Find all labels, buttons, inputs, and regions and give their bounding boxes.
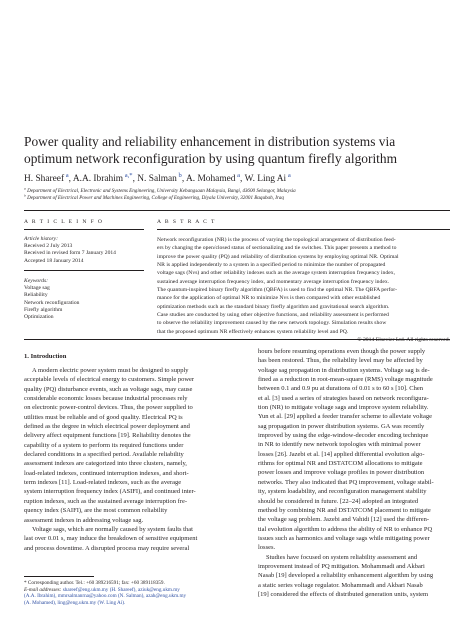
body-text-line: utilities must be reliable and of good quality. Electrical PQ is: [24, 413, 183, 421]
abstract-line: sustained average interruption frequency index, and momentary average interruption frequency index.: [157, 278, 390, 285]
title-line: optimum network reconfiguration by using quantum firefly algorithm: [24, 151, 398, 166]
abstract-line: improve the power quality (PQ) and reliability of distribution systems by employing optimal NR. Optimal: [157, 253, 399, 260]
history-received: Received 2 July 2013: [24, 243, 73, 250]
body-text-line: method by combining NR and DSTATCOM placement to mitigate: [258, 506, 431, 514]
abstract-line: to observe the reliability improvement caused by the new network topology. Simulation results show: [157, 320, 387, 327]
body-text-line: quality (PQ) disturbance events, such as voltage sags, may cause: [24, 385, 193, 393]
body-text-line: losses.: [258, 544, 276, 552]
author-list: H. Shareef $^a$, A.A. Ibrahim $^{a,*}$, N. Salman $^b$, A. Mohamed $^a$, W. Ling Ai $^a$: [24, 171, 291, 184]
body-text-line: power losses and improve voltage profiles in power distribution: [258, 469, 425, 477]
body-text-line: Voltage sags, which are normally caused by system faults that: [32, 525, 193, 533]
body-text-line: last over 0.01 s, may induce the breakdown of sensitive equipment: [24, 535, 198, 543]
right-column: [258, 347, 450, 599]
body-text-line: assessment indexes are categorized into three clusters, namely,: [24, 460, 187, 468]
keyword: Reliability: [24, 292, 48, 299]
body-text-line: term indexes [11]. Load-related indexes, such as the average: [24, 479, 182, 487]
footnote-rule: [24, 576, 94, 577]
body-text-line: and process downtime. A disrupted process may require several: [24, 544, 190, 552]
body-text-line: Studies have focused on system reliability assessment and: [266, 553, 418, 561]
abstract-line: mance for the application of optimal NR to minimize Nvs is then compared with other established: [157, 295, 381, 302]
body-text-line: in NR to identify new network topologies with minimal power: [258, 441, 421, 449]
author-affiliation-marker: a,*: [123, 171, 133, 179]
body-text-line: A modern electric power system must be designed to supply: [32, 367, 189, 374]
affiliation-text: Department of Electrical, Electronic and Systems Engineering, University Kebangsaan Malaysia, Bangi, 43600 Selangor, Malaysia: [27, 188, 296, 194]
author-affiliation-marker: a: [64, 171, 69, 179]
history-revised: Received in revised form 7 January 2014: [24, 250, 116, 257]
header-rule: [24, 210, 450, 211]
body-text-line: ity, system loadability, and reconfiguration management stability: [258, 488, 427, 496]
keyword: Firefly algorithm: [24, 306, 63, 313]
body-text-line: fined as a reduction in root-mean-square (RMS) voltage magnitude: [258, 376, 433, 384]
abstract-line: Case studies are conducted by using other objective functions, and reliability assessment is performed: [157, 312, 389, 319]
body-text-line: assessment indexes in addressing voltage sag.: [24, 516, 144, 524]
section-rule: [24, 339, 450, 340]
body-text-line: a static series voltage regulator. Mohammadi and Akbari Nasab: [258, 581, 423, 589]
abstract-line: ers by changing the open/closed status of sectionalizing and tie switches. This paper presents a method to: [157, 245, 397, 252]
body-text-line: defined as the degree in which electrical power deployment and: [24, 423, 190, 431]
footnote: [24, 580, 234, 606]
author-name: A.A. Ibrahim: [72, 174, 124, 184]
affiliation-marker: a: [24, 186, 26, 191]
keywords-label: Keywords:: [24, 278, 49, 284]
corresponding-author: * Corresponding author. Tel.: +60 389216591; fax: +60 389118359.: [24, 580, 165, 586]
copyright-notice: © 2014 Elsevier Ltd. All rights reserved.: [357, 337, 450, 344]
info-rule: [24, 229, 144, 230]
body-text-line: on electronic power-control devices. Thus, the power supplied to: [24, 404, 193, 412]
body-text-line: delivery affect equipment functions [19]. Reliability denotes the: [24, 432, 191, 440]
keyword: Voltage sag: [24, 285, 50, 292]
author-name: W. Ling Ai: [244, 174, 287, 184]
email-line[interactable]: (A.A. Ibrahim), mmrsalmanrna@yahoo.com (N. Salman), azah@eng.ukm.my: [24, 593, 187, 600]
article-history: [24, 236, 149, 265]
body-text-line: sag propagation in power distribution systems. GA was recently: [258, 422, 425, 430]
section-heading: 1. Introduction: [24, 353, 67, 360]
body-text-line: hours before resuming operations even though the power supply: [258, 348, 426, 355]
abstract-rule: [157, 229, 450, 230]
author-name: A. Mohamed: [185, 174, 236, 184]
body-text-line: issues such as harmonics and voltage sags while mitigating power: [258, 534, 430, 542]
body-text-line: considerable economic losses because industrial processes rely: [24, 395, 188, 403]
keywords: [24, 278, 149, 321]
history-accepted: Accepted 18 January 2014: [24, 257, 84, 264]
body-text-line: improvement instead of PQ mitigation. Mohammadi and Akbari: [258, 562, 425, 570]
body-text-line: between 0.1 and 0.9 pu at durations of 0.01 s to 60 s [10]. Chen: [258, 385, 424, 393]
body-text-line: [19] considered the effects of distributed generation units, system: [258, 590, 429, 598]
body-text-line: acceptable levels of electrical energy to customers. Simple power: [24, 376, 195, 384]
abstract-line: voltage sags (Nvs) and other reliability indexes such as the average system interruption frequency index,: [157, 270, 396, 277]
title-line: Power quality and reliability enhancement in distribution systems via: [24, 134, 396, 149]
body-text-line: ruption indexes, such as the sustained average interruption fre-: [24, 497, 187, 505]
abstract-line: Network reconfiguration (NR) is the process of varying the topological arrangement of distribution feed-: [157, 237, 396, 243]
abstract-line: that the proposed optimum NR effectively enhances system reliability level and PQ.: [157, 328, 349, 335]
body-text-line: capability of a system to perform its required functions under: [24, 441, 184, 449]
abstract-line: NR is applied independently to a system in a specified period to minimize the number of propagated: [157, 262, 386, 269]
affiliation-marker: b: [24, 193, 26, 198]
body-text-line: should be considered in future. [22–24] adopted an integrated: [258, 497, 419, 505]
body-text-line: rithms for optimal NR and DSTATCOM allocations to mitigate: [258, 460, 423, 468]
left-column: [24, 366, 234, 553]
info-divider: [24, 270, 144, 271]
abstract-line: The quantum-inspired binary firefly algorithm (QBFA) is used to find the optimal NR. The QBFA perfor-: [157, 287, 397, 294]
body-text-line: networks. They also indicated that PQ improvement, voltage stabil-: [258, 478, 434, 486]
body-text-line: system interruption frequency index (ASIFI), and continued inter-: [24, 488, 196, 496]
author-name: H. Shareef: [24, 174, 65, 184]
email-label: E-mail addresses:: [24, 586, 62, 593]
body-text-line: tion (NR) to mitigate voltage sags and improve system reliability.: [258, 404, 429, 412]
body-text-line: has been restored. Thus, the reliability level may be affected by: [258, 357, 423, 365]
body-text-line: Yun et al. [29] applied a feeder transfer scheme to alleviate voltage: [258, 413, 432, 421]
abstract-body: [157, 236, 450, 344]
body-text-line: declared conditions in a specified period. Available reliability: [24, 451, 184, 459]
body-text-line: improved by using the edge-window-decoder encoding technique: [258, 432, 429, 440]
abstract-heading: A B S T R A C T: [157, 219, 216, 225]
author-name: N. Salman: [137, 174, 177, 184]
email-line[interactable]: shareef@eng.ukm.my (H. Shareef), aziuk@eng.ukm.my: [62, 586, 180, 593]
author-affiliation-marker: b: [176, 171, 182, 179]
affiliation: [24, 195, 464, 202]
body-text-line: quency index (SAIFI), are the most common reliability: [24, 507, 168, 515]
body-text-line: load-related indexes, continued interruption indexes, and short-: [24, 469, 189, 477]
affiliation-text: Department of Electrical Power and Machines Engineering, College of Engineering, Diyala University, 32001 Baqubah, Iraq: [27, 195, 284, 201]
body-text-line: et al. [3] used a series of strategies based on network reconfigura-: [258, 394, 429, 402]
body-text-line: voltage sag propagation in distribution systems. Voltage sag is de-: [258, 366, 430, 374]
body-text-line: tial evolution algorithm to address the ability of NR to enhance PQ: [258, 525, 433, 533]
keyword: Network reconfiguration: [24, 299, 80, 306]
body-text-line: the voltage sag problem. Jazebi and Vahidi [12] used the differen-: [258, 516, 430, 524]
body-text-line: Nasab [19] developed a reliability enhancement algorithm by using: [258, 572, 434, 580]
paper-title: [24, 133, 454, 167]
author-affiliation-marker: a: [235, 171, 241, 179]
history-label: Article history:: [24, 236, 59, 242]
keyword: Optimization: [24, 314, 54, 321]
abstract-line: optimization methods such as the standard binary firefly algorithm and gravitational search algorithm.: [157, 303, 390, 310]
author-affiliation-marker: a: [286, 171, 291, 179]
article-info-heading: A R T I C L E I N F O: [24, 219, 104, 225]
email-line[interactable]: (A. Mohamed), ling@eng.ukm.my (W. Ling Ai).: [24, 599, 126, 606]
body-text-line: losses [26]. Jazebi et al. [14] applied differential evolution algo-: [258, 450, 425, 458]
